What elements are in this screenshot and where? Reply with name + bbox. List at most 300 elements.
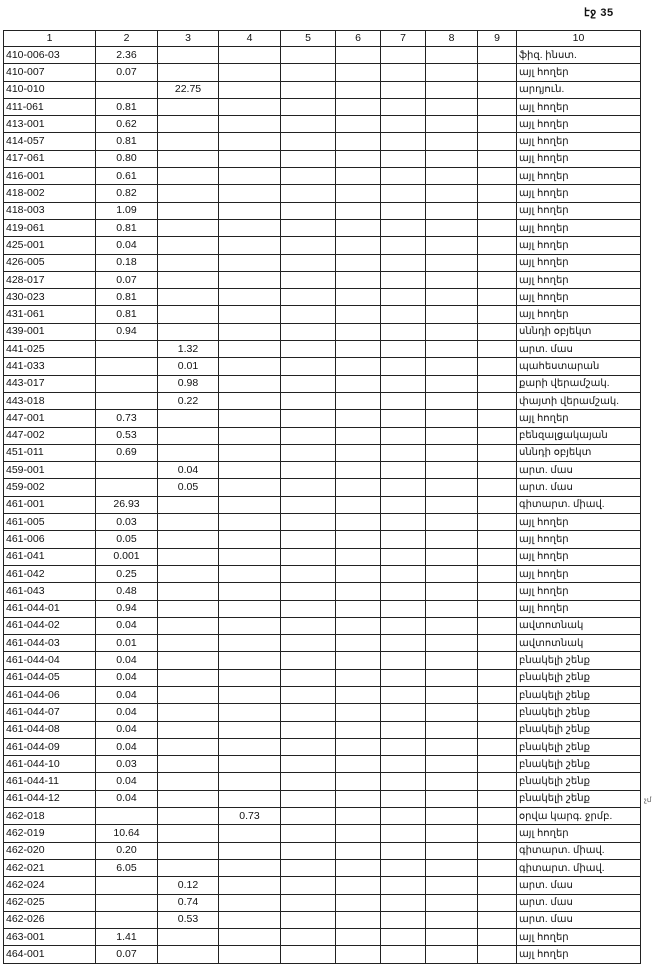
cell-col8 xyxy=(426,237,478,254)
cell-col9 xyxy=(478,185,517,202)
cell-col9 xyxy=(478,704,517,721)
cell-col4-area xyxy=(219,929,281,946)
cell-col9 xyxy=(478,721,517,738)
cell-col9 xyxy=(478,323,517,340)
cell-col2-area xyxy=(96,341,158,358)
cell-col9 xyxy=(478,462,517,479)
cell-col6 xyxy=(336,738,381,755)
cell-col3-area xyxy=(158,773,219,790)
cell-col6 xyxy=(336,358,381,375)
cell-col7 xyxy=(381,496,426,513)
cell-parcel-code: 411-061 xyxy=(4,98,96,115)
cell-col6 xyxy=(336,808,381,825)
table-row xyxy=(4,514,641,531)
cell-col2-area: 0.07 xyxy=(96,64,158,81)
cell-col8 xyxy=(426,81,478,98)
cell-col5 xyxy=(281,496,336,513)
cell-col6 xyxy=(336,254,381,271)
cell-col9 xyxy=(478,81,517,98)
cell-parcel-code: 461-044-04 xyxy=(4,652,96,669)
cell-col7 xyxy=(381,808,426,825)
cell-col9 xyxy=(478,669,517,686)
cell-parcel-code: 416-001 xyxy=(4,168,96,185)
cell-col5 xyxy=(281,133,336,150)
cell-col3-area xyxy=(158,133,219,150)
cell-land-use: սննդի օբյեկտ xyxy=(517,323,641,340)
cell-col7 xyxy=(381,271,426,288)
cell-col4-area xyxy=(219,600,281,617)
cell-col7 xyxy=(381,946,426,963)
cell-land-use: արտ. մաս xyxy=(517,479,641,496)
cell-col9 xyxy=(478,548,517,565)
cell-col5 xyxy=(281,600,336,617)
cell-col7 xyxy=(381,219,426,236)
cell-col4-area xyxy=(219,81,281,98)
cell-col5 xyxy=(281,514,336,531)
cell-col4-area xyxy=(219,773,281,790)
cell-land-use: այլ հողեր xyxy=(517,254,641,271)
cell-col5 xyxy=(281,842,336,859)
cell-col8 xyxy=(426,168,478,185)
table-row xyxy=(4,237,641,254)
table-row xyxy=(4,859,641,876)
cell-col3-area: 0.74 xyxy=(158,894,219,911)
cell-col6 xyxy=(336,565,381,582)
cell-col6 xyxy=(336,911,381,928)
cell-col5 xyxy=(281,306,336,323)
cell-land-use: այլ հողեր xyxy=(517,116,641,133)
cell-col8 xyxy=(426,254,478,271)
cell-land-use: այլ հողեր xyxy=(517,583,641,600)
cell-col9 xyxy=(478,375,517,392)
cell-col2-area: 0.81 xyxy=(96,98,158,115)
cell-col7 xyxy=(381,237,426,254)
table-row xyxy=(4,254,641,271)
cell-col3-area: 0.22 xyxy=(158,392,219,409)
table-row xyxy=(4,116,641,133)
cell-parcel-code: 461-044-11 xyxy=(4,773,96,790)
cell-col9 xyxy=(478,565,517,582)
cell-col6 xyxy=(336,842,381,859)
table-row xyxy=(4,721,641,738)
cell-land-use: այլ հողեր xyxy=(517,185,641,202)
cell-col3-area xyxy=(158,635,219,652)
cell-col3-area xyxy=(158,652,219,669)
cell-col7 xyxy=(381,548,426,565)
cell-col7 xyxy=(381,652,426,669)
cell-land-use: գիտարտ. միավ. xyxy=(517,496,641,513)
cell-col5 xyxy=(281,427,336,444)
cell-col2-area xyxy=(96,358,158,375)
cell-col7 xyxy=(381,410,426,427)
table-row xyxy=(4,462,641,479)
cell-col5 xyxy=(281,150,336,167)
table-row xyxy=(4,64,641,81)
cell-col7 xyxy=(381,479,426,496)
cell-land-use: այլ հողեր xyxy=(517,600,641,617)
cell-col8 xyxy=(426,583,478,600)
cell-col2-area: 1.41 xyxy=(96,929,158,946)
cell-col5 xyxy=(281,479,336,496)
cell-col8 xyxy=(426,669,478,686)
cell-col4-area xyxy=(219,323,281,340)
cell-col2-area: 0.94 xyxy=(96,323,158,340)
cell-col5 xyxy=(281,358,336,375)
cell-parcel-code: 419-061 xyxy=(4,219,96,236)
table-row xyxy=(4,565,641,582)
cell-col9 xyxy=(478,531,517,548)
cell-col7 xyxy=(381,133,426,150)
cell-col8 xyxy=(426,479,478,496)
cell-col2-area: 0.03 xyxy=(96,514,158,531)
cell-parcel-code: 430-023 xyxy=(4,289,96,306)
cell-col7 xyxy=(381,756,426,773)
cell-col8 xyxy=(426,341,478,358)
cell-col9 xyxy=(478,617,517,634)
margin-mark: չմ xyxy=(644,797,652,804)
cell-col6 xyxy=(336,669,381,686)
cell-col3-area: 0.98 xyxy=(158,375,219,392)
cell-land-use: այլ հողեր xyxy=(517,548,641,565)
cell-col8 xyxy=(426,271,478,288)
cell-land-use: այլ հողեր xyxy=(517,306,641,323)
cell-col2-area: 0.69 xyxy=(96,444,158,461)
cell-col4-area xyxy=(219,116,281,133)
cell-col4-area xyxy=(219,375,281,392)
cell-parcel-code: 461-001 xyxy=(4,496,96,513)
cell-col2-area: 0.01 xyxy=(96,635,158,652)
cell-col5 xyxy=(281,721,336,738)
cell-col7 xyxy=(381,168,426,185)
cell-land-use: արդյուն. xyxy=(517,81,641,98)
cell-col3-area xyxy=(158,168,219,185)
table-row xyxy=(4,271,641,288)
column-header-10: 10 xyxy=(517,31,641,47)
cell-col4-area xyxy=(219,341,281,358)
cell-col9 xyxy=(478,842,517,859)
cell-col5 xyxy=(281,669,336,686)
cell-col5 xyxy=(281,219,336,236)
cell-col5 xyxy=(281,825,336,842)
table-row xyxy=(4,946,641,963)
cell-col9 xyxy=(478,877,517,894)
cell-col5 xyxy=(281,894,336,911)
cell-col6 xyxy=(336,825,381,842)
cell-col3-area xyxy=(158,600,219,617)
cell-col4-area xyxy=(219,635,281,652)
cell-col9 xyxy=(478,64,517,81)
table-row xyxy=(4,150,641,167)
cell-col4-area xyxy=(219,202,281,219)
cell-land-use: արտ. մաս xyxy=(517,894,641,911)
cell-col6 xyxy=(336,81,381,98)
cell-land-use: այլ հողեր xyxy=(517,929,641,946)
cell-parcel-code: 447-002 xyxy=(4,427,96,444)
cell-col5 xyxy=(281,859,336,876)
cell-col8 xyxy=(426,462,478,479)
cell-parcel-code: 441-025 xyxy=(4,341,96,358)
cell-col9 xyxy=(478,808,517,825)
cell-parcel-code: 418-002 xyxy=(4,185,96,202)
cell-land-use: գիտարտ. միավ. xyxy=(517,842,641,859)
cell-col5 xyxy=(281,323,336,340)
cell-col2-area: 0.81 xyxy=(96,306,158,323)
cell-land-use: բնակելի շենք xyxy=(517,756,641,773)
cell-parcel-code: 426-005 xyxy=(4,254,96,271)
cell-col6 xyxy=(336,323,381,340)
cell-col7 xyxy=(381,531,426,548)
cell-col6 xyxy=(336,133,381,150)
cell-col6 xyxy=(336,479,381,496)
cell-col2-area: 0.73 xyxy=(96,410,158,427)
cell-land-use: այլ հողեր xyxy=(517,946,641,963)
cell-col7 xyxy=(381,306,426,323)
cell-col8 xyxy=(426,721,478,738)
cell-parcel-code: 413-001 xyxy=(4,116,96,133)
table-row xyxy=(4,323,641,340)
cell-col8 xyxy=(426,410,478,427)
cell-col6 xyxy=(336,341,381,358)
cell-col9 xyxy=(478,773,517,790)
table-row xyxy=(4,583,641,600)
cell-parcel-code: 461-044-03 xyxy=(4,635,96,652)
cell-col9 xyxy=(478,756,517,773)
cell-col5 xyxy=(281,790,336,807)
cell-col2-area: 0.48 xyxy=(96,583,158,600)
cell-col6 xyxy=(336,289,381,306)
table-row xyxy=(4,341,641,358)
cell-land-use: ավտոտնակ xyxy=(517,617,641,634)
cell-col7 xyxy=(381,254,426,271)
column-header-1: 1 xyxy=(4,31,96,47)
cell-land-use: բնակելի շենք xyxy=(517,721,641,738)
table-row xyxy=(4,289,641,306)
cell-col7 xyxy=(381,790,426,807)
cell-col6 xyxy=(336,756,381,773)
cell-col3-area xyxy=(158,444,219,461)
table-row xyxy=(4,842,641,859)
cell-parcel-code: 462-024 xyxy=(4,877,96,894)
cell-col5 xyxy=(281,168,336,185)
cell-col8 xyxy=(426,859,478,876)
cell-parcel-code: 410-007 xyxy=(4,64,96,81)
cell-col5 xyxy=(281,116,336,133)
cell-col3-area: 0.53 xyxy=(158,911,219,928)
cell-col3-area xyxy=(158,202,219,219)
cell-col9 xyxy=(478,271,517,288)
cell-col8 xyxy=(426,946,478,963)
cell-parcel-code: 461-043 xyxy=(4,583,96,600)
cell-col7 xyxy=(381,669,426,686)
cell-col4-area xyxy=(219,444,281,461)
cell-col3-area: 0.12 xyxy=(158,877,219,894)
column-header-7: 7 xyxy=(381,31,426,47)
cell-parcel-code: 461-044-07 xyxy=(4,704,96,721)
cell-parcel-code: 461-044-06 xyxy=(4,686,96,703)
cell-col7 xyxy=(381,514,426,531)
cell-col8 xyxy=(426,877,478,894)
cell-col6 xyxy=(336,877,381,894)
cell-col8 xyxy=(426,444,478,461)
cell-col8 xyxy=(426,289,478,306)
cell-col6 xyxy=(336,410,381,427)
cell-col9 xyxy=(478,219,517,236)
cell-col9 xyxy=(478,652,517,669)
cell-col9 xyxy=(478,790,517,807)
cell-col5 xyxy=(281,704,336,721)
cell-col3-area xyxy=(158,47,219,64)
cell-col6 xyxy=(336,721,381,738)
cell-col3-area xyxy=(158,98,219,115)
table-row xyxy=(4,652,641,669)
cell-parcel-code: 462-018 xyxy=(4,808,96,825)
cell-col4-area: 0.73 xyxy=(219,808,281,825)
cell-col5 xyxy=(281,738,336,755)
cell-col6 xyxy=(336,946,381,963)
cell-col3-area xyxy=(158,548,219,565)
cell-col4-area xyxy=(219,514,281,531)
table-row xyxy=(4,825,641,842)
cell-col2-area: 0.001 xyxy=(96,548,158,565)
cell-col7 xyxy=(381,617,426,634)
cell-land-use: արտ. մաս xyxy=(517,462,641,479)
cell-col9 xyxy=(478,514,517,531)
cell-col9 xyxy=(478,98,517,115)
cell-col8 xyxy=(426,911,478,928)
cell-land-use: արտ. մաս xyxy=(517,341,641,358)
table-row xyxy=(4,185,641,202)
cell-col3-area xyxy=(158,738,219,755)
cell-col9 xyxy=(478,410,517,427)
cell-parcel-code: 461-041 xyxy=(4,548,96,565)
cell-land-use: սննդի օբյեկտ xyxy=(517,444,641,461)
cell-col4-area xyxy=(219,617,281,634)
cell-col5 xyxy=(281,652,336,669)
cell-land-use: այլ հողեր xyxy=(517,202,641,219)
cell-col9 xyxy=(478,133,517,150)
cell-col5 xyxy=(281,444,336,461)
cell-col5 xyxy=(281,341,336,358)
cell-col8 xyxy=(426,756,478,773)
cell-parcel-code: 463-001 xyxy=(4,929,96,946)
cell-col9 xyxy=(478,289,517,306)
cell-col4-area xyxy=(219,289,281,306)
cell-land-use: պահեստարան xyxy=(517,358,641,375)
cell-col6 xyxy=(336,773,381,790)
cell-col8 xyxy=(426,894,478,911)
cell-col4-area xyxy=(219,911,281,928)
cell-col8 xyxy=(426,635,478,652)
table-row xyxy=(4,669,641,686)
cell-parcel-code: 418-003 xyxy=(4,202,96,219)
cell-col3-area: 22.75 xyxy=(158,81,219,98)
table-row xyxy=(4,98,641,115)
table-row xyxy=(4,306,641,323)
cell-col7 xyxy=(381,894,426,911)
table-row xyxy=(4,496,641,513)
cell-col5 xyxy=(281,271,336,288)
cell-col5 xyxy=(281,686,336,703)
table-row xyxy=(4,686,641,703)
cell-col7 xyxy=(381,341,426,358)
cell-col8 xyxy=(426,548,478,565)
cell-col5 xyxy=(281,773,336,790)
cell-col7 xyxy=(381,98,426,115)
cell-col7 xyxy=(381,583,426,600)
cell-col7 xyxy=(381,81,426,98)
cell-parcel-code: 461-044-05 xyxy=(4,669,96,686)
cell-parcel-code: 428-017 xyxy=(4,271,96,288)
cell-col5 xyxy=(281,756,336,773)
cell-col3-area xyxy=(158,185,219,202)
cell-col9 xyxy=(478,600,517,617)
cell-parcel-code: 441-033 xyxy=(4,358,96,375)
cell-land-use: այլ հողեր xyxy=(517,133,641,150)
cell-col2-area: 0.82 xyxy=(96,185,158,202)
table-row xyxy=(4,877,641,894)
cell-col4-area xyxy=(219,168,281,185)
cell-col8 xyxy=(426,704,478,721)
cell-col7 xyxy=(381,635,426,652)
cell-col8 xyxy=(426,496,478,513)
cell-land-use: արտ. մաս xyxy=(517,911,641,928)
cell-col7 xyxy=(381,289,426,306)
cell-col2-area: 0.81 xyxy=(96,219,158,236)
cell-col4-area xyxy=(219,738,281,755)
cell-col8 xyxy=(426,392,478,409)
cell-col3-area xyxy=(158,704,219,721)
cell-col6 xyxy=(336,859,381,876)
cell-col2-area xyxy=(96,392,158,409)
table-row xyxy=(4,738,641,755)
cell-col2-area xyxy=(96,808,158,825)
cell-col5 xyxy=(281,583,336,600)
table-row xyxy=(4,911,641,928)
cell-col9 xyxy=(478,496,517,513)
cell-col7 xyxy=(381,738,426,755)
cell-col9 xyxy=(478,341,517,358)
cell-col2-area xyxy=(96,375,158,392)
cell-col3-area xyxy=(158,410,219,427)
cell-col3-area xyxy=(158,929,219,946)
table-row xyxy=(4,47,641,64)
cell-land-use: փայտի վերամշակ. xyxy=(517,392,641,409)
cell-col2-area: 0.04 xyxy=(96,652,158,669)
cell-col8 xyxy=(426,652,478,669)
cell-col5 xyxy=(281,565,336,582)
cell-col6 xyxy=(336,929,381,946)
cell-col2-area: 0.61 xyxy=(96,168,158,185)
cell-col6 xyxy=(336,583,381,600)
cell-col8 xyxy=(426,808,478,825)
cell-col8 xyxy=(426,323,478,340)
cell-col2-area: 0.62 xyxy=(96,116,158,133)
cell-col7 xyxy=(381,911,426,928)
cell-col2-area: 10.64 xyxy=(96,825,158,842)
cell-col4-area xyxy=(219,877,281,894)
cell-col3-area xyxy=(158,237,219,254)
cell-col4-area xyxy=(219,133,281,150)
cell-col8 xyxy=(426,686,478,703)
column-header-6: 6 xyxy=(336,31,381,47)
cell-col9 xyxy=(478,237,517,254)
cell-col2-area: 0.04 xyxy=(96,686,158,703)
cell-col2-area: 0.04 xyxy=(96,617,158,634)
cell-col6 xyxy=(336,652,381,669)
cell-col8 xyxy=(426,150,478,167)
cell-col4-area xyxy=(219,531,281,548)
cell-col3-area xyxy=(158,669,219,686)
